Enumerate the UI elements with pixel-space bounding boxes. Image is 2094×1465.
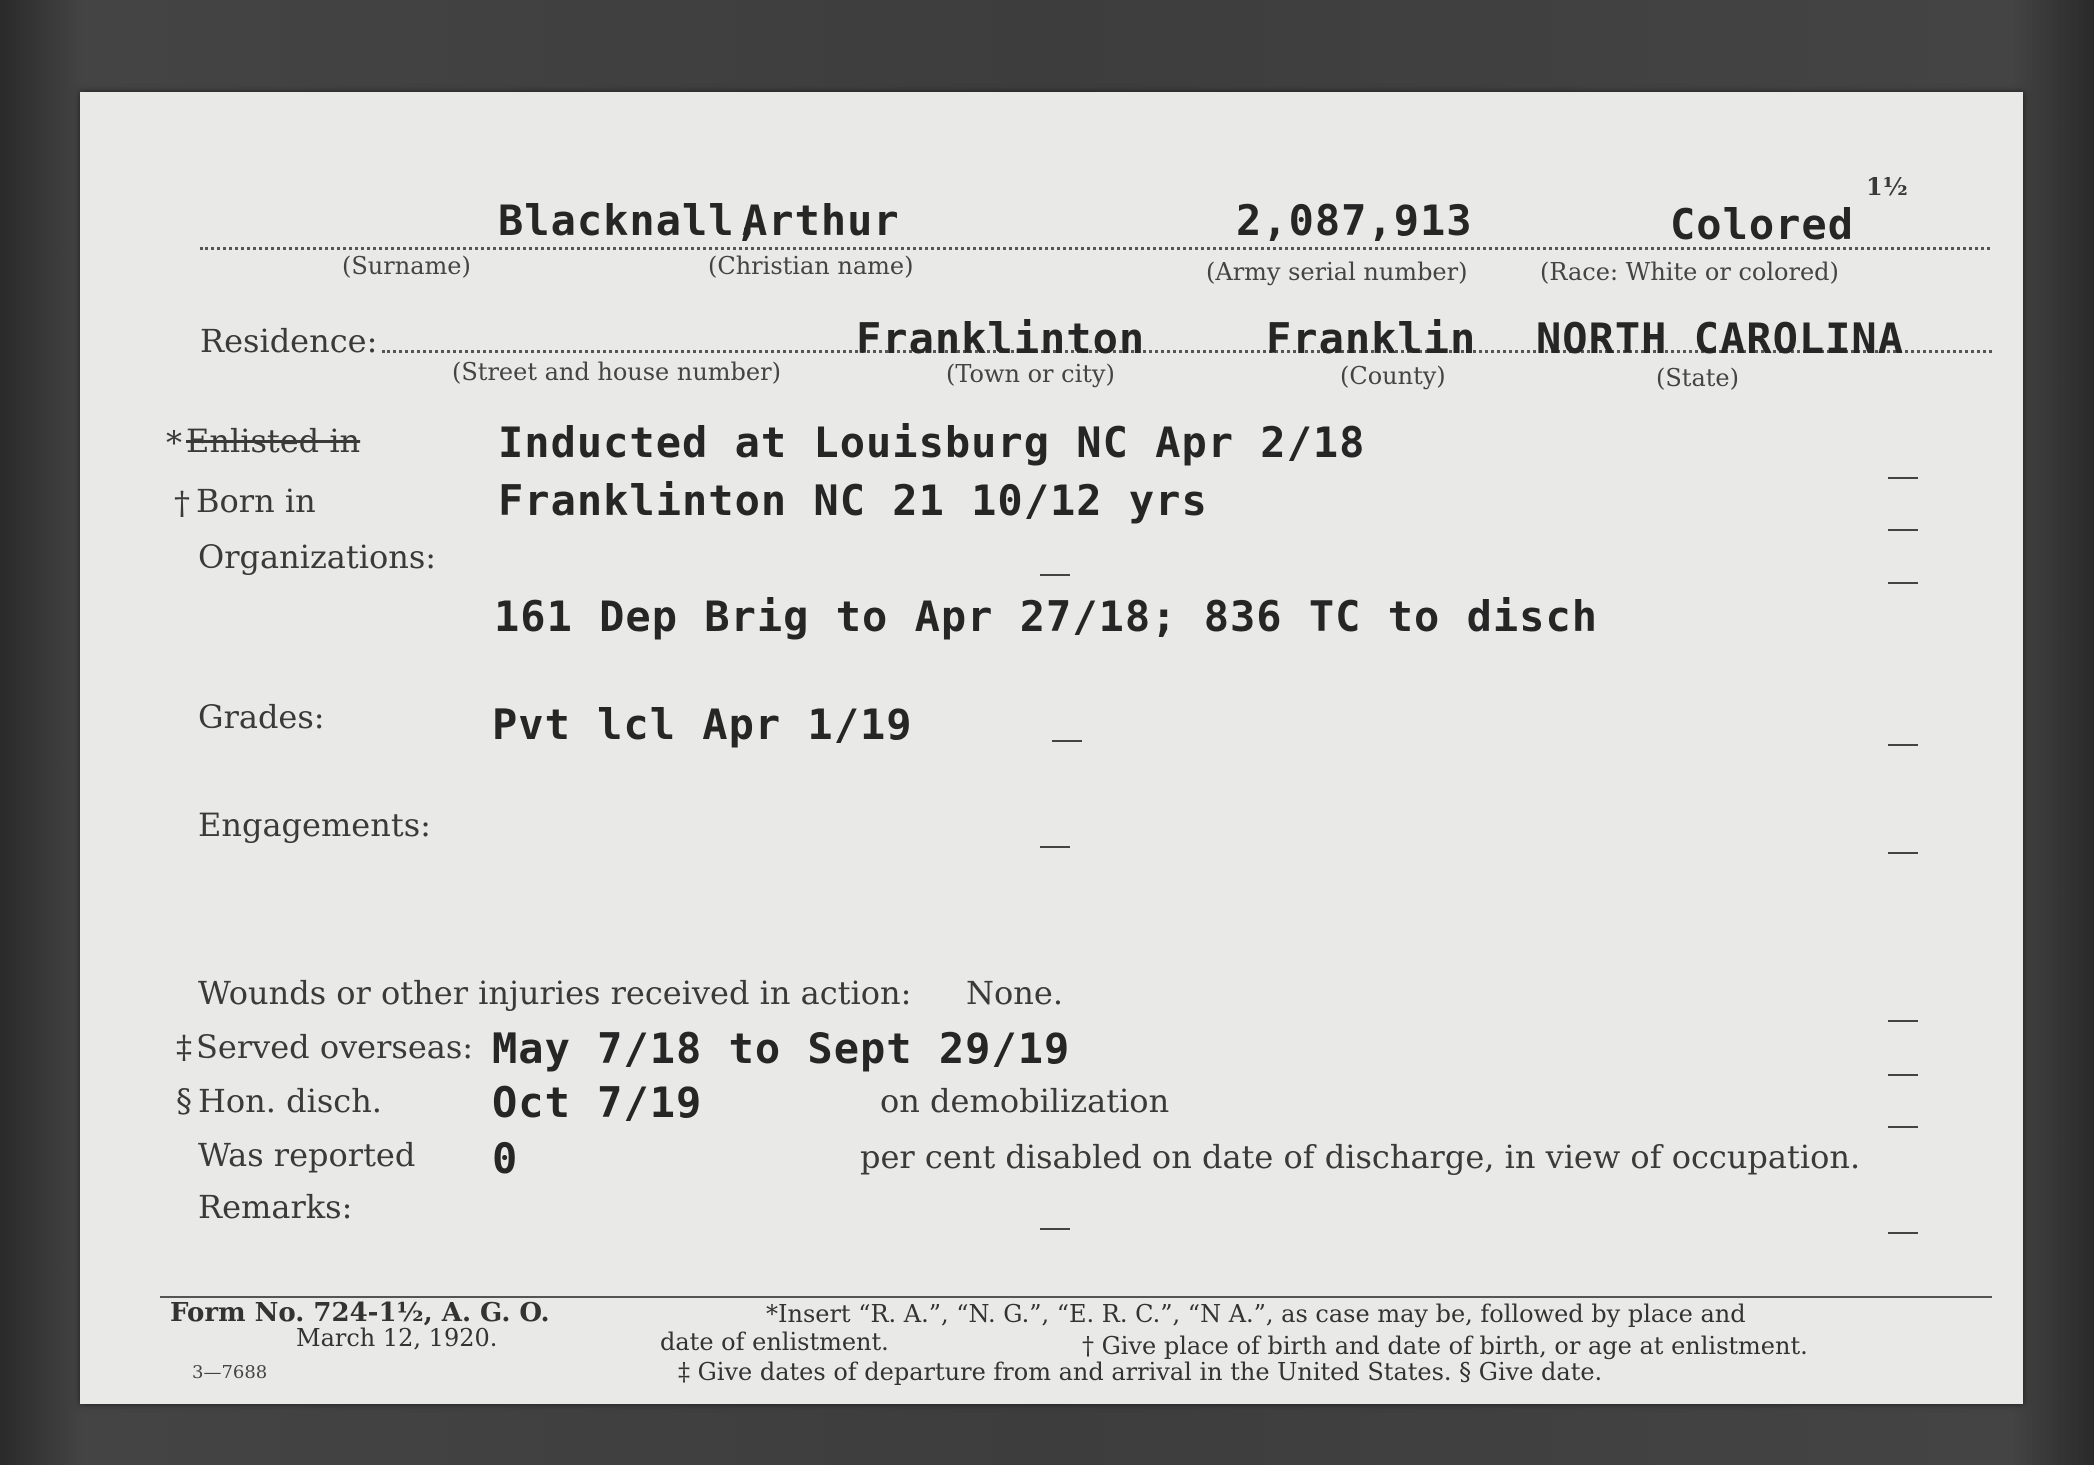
reported-note: per cent disabled on date of discharge, in view of occupation. — [860, 1138, 1861, 1176]
born-marker: † — [174, 484, 190, 522]
dash-mark — [1888, 477, 1918, 479]
born-value: Franklinton NC 21 10/12 yrs — [498, 476, 1208, 525]
dash-mark — [1888, 529, 1918, 531]
town-caption: (Town or city) — [946, 360, 1115, 388]
serial-number-value: 2,087,913 — [1236, 196, 1473, 245]
serial-number-caption: (Army serial number) — [1206, 258, 1468, 286]
dash-mark — [1888, 1232, 1918, 1234]
dash-mark — [1040, 1228, 1070, 1230]
enlisted-label: Enlisted in — [186, 422, 361, 460]
residence-county-value: Franklin — [1266, 314, 1477, 363]
race-value: Colored — [1670, 200, 1855, 249]
engagements-label: Engagements: — [198, 806, 431, 844]
christian-name-caption: (Christian name) — [708, 252, 914, 280]
disch-label: Hon. disch. — [198, 1082, 382, 1120]
organizations-label: Organizations: — [198, 538, 437, 576]
grades-value: Pvt lcl Apr 1/19 — [492, 700, 913, 749]
remarks-label: Remarks: — [198, 1188, 353, 1226]
reported-label: Was reported — [198, 1136, 416, 1174]
dash-mark — [1888, 852, 1918, 854]
dash-mark — [1888, 744, 1918, 746]
overseas-value: May 7/18 to Sept 29/19 — [492, 1024, 1071, 1073]
dash-mark — [1888, 1074, 1918, 1076]
dash-mark — [1040, 574, 1070, 576]
disch-note: on demobilization — [880, 1082, 1170, 1120]
footer-note-line1: *Insert “R. A.”, “N. G.”, “E. R. C.”, “N A.”, as case may be, followed by place and — [766, 1300, 1746, 1328]
footer-note-line2a: date of enlistment. — [660, 1328, 889, 1356]
disch-marker: § — [176, 1082, 192, 1120]
dash-mark — [1888, 1020, 1918, 1022]
enlisted-value: Inducted at Louisburg NC Apr 2/18 — [498, 418, 1366, 467]
form-date: March 12, 1920. — [296, 1324, 498, 1352]
fraction-mark: 1½ — [1866, 172, 1908, 201]
disch-value: Oct 7/19 — [492, 1078, 703, 1127]
dash-mark — [1888, 582, 1918, 584]
street-caption: (Street and house number) — [452, 358, 781, 386]
service-record-card — [80, 92, 2023, 1404]
reported-value: 0 — [492, 1134, 519, 1183]
enlisted-marker: * — [166, 424, 182, 462]
organizations-value: 161 Dep Brig to Apr 27/18; 836 TC to disch — [494, 592, 1599, 641]
overseas-marker: ‡ — [176, 1028, 192, 1066]
footer-note-line3: ‡ Give dates of departure from and arrival in the United States. § Give date. — [678, 1358, 1603, 1386]
county-caption: (County) — [1340, 362, 1446, 390]
surname-caption: (Surname) — [342, 252, 471, 280]
footer-note-line2b: † Give place of birth and date of birth, or age at enlistment. — [1082, 1332, 1808, 1360]
dash-mark — [1052, 740, 1082, 742]
overseas-label: Served overseas: — [196, 1028, 474, 1066]
wounds-label: Wounds or other injuries received in action: — [198, 974, 912, 1012]
form-code: 3—7688 — [192, 1362, 268, 1383]
born-label: Born in — [196, 482, 316, 520]
name-dotted-line — [200, 247, 1990, 250]
christian-name-value: Arthur — [742, 196, 900, 245]
dash-mark — [1888, 1126, 1918, 1128]
residence-label: Residence: — [200, 322, 378, 360]
form-number: Form No. 724-1½, A. G. O. — [170, 1298, 550, 1328]
race-caption: (Race: White or colored) — [1540, 258, 1839, 286]
grades-label: Grades: — [198, 698, 325, 736]
surname-value: Blacknall, — [498, 196, 761, 245]
residence-state-value: NORTH CAROLINA — [1536, 314, 1905, 363]
state-caption: (State) — [1656, 364, 1739, 392]
dash-mark — [1040, 846, 1070, 848]
wounds-value: None. — [966, 974, 1063, 1012]
residence-town-value: Franklinton — [856, 314, 1146, 363]
